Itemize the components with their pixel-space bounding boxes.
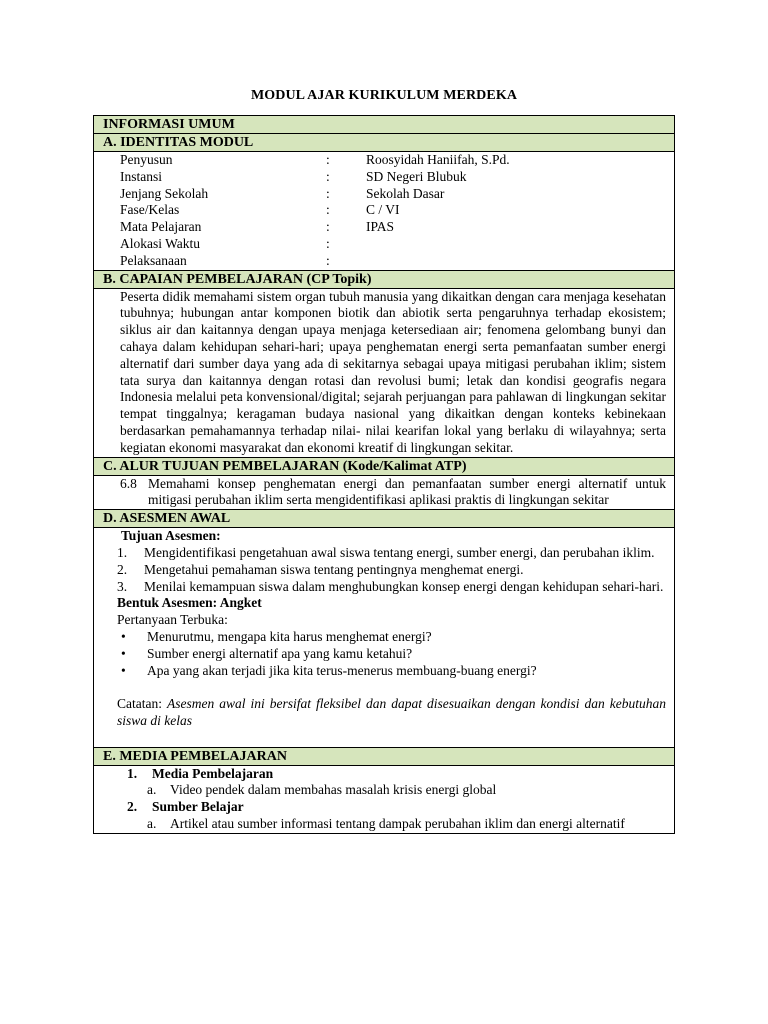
- identitas-value: IPAS: [366, 219, 395, 235]
- identitas-label: Penyusun: [120, 152, 173, 167]
- identitas-row: [120, 236, 674, 253]
- section-header-atp: C. ALUR TUJUAN PEMBELAJARAN (Kode/Kalimat ATP): [94, 457, 674, 475]
- list-item: [117, 579, 666, 596]
- bullet-icon: •: [121, 645, 126, 661]
- subitem-text: Video pendek dalam membahas masalah krisis energi global: [170, 782, 497, 798]
- list-number: 1.: [117, 544, 128, 560]
- catatan-text: Asesmen awal ini bersifat fleksibel dan dapat disesuaikan dengan kondisi dan kebutuhan siswa di kelas: [117, 696, 667, 728]
- section-header-informasi-umum: INFORMASI UMUM: [94, 116, 674, 133]
- identitas-value: SD Negeri Blubuk: [366, 168, 467, 184]
- media-label: Sumber Belajar: [152, 799, 244, 815]
- atp-block: [94, 475, 674, 510]
- media-subitem: [127, 782, 666, 799]
- identitas-label: Pelaksanaan: [120, 252, 187, 268]
- atp-text: Memahami konsep penghematan energi dan pemanfaatan sumber energi alternatif untuk mitigasi perubahan iklim serta mengidentifikasi aplikasi praktis di lingkungan sekitar: [148, 475, 666, 508]
- bullet-icon: •: [121, 662, 126, 678]
- identitas-value: [366, 253, 674, 270]
- list-item: [117, 545, 666, 562]
- subitem-letter: a.: [147, 815, 157, 831]
- identitas-colon: :: [326, 252, 330, 268]
- media-label: Media Pembelajaran: [152, 765, 274, 781]
- identitas-colon: :: [326, 202, 330, 218]
- identitas-value: C / VI: [366, 202, 400, 218]
- list-text: Mengidentifikasi pengetahuan awal siswa tentang energi, sumber energi, dan perubahan iklim.: [144, 544, 655, 560]
- identitas-row: [120, 169, 674, 186]
- identitas-colon: :: [326, 219, 330, 235]
- catatan-label: Catatan:: [117, 696, 162, 712]
- list-item: [117, 629, 666, 646]
- section-header-capaian: B. CAPAIAN PEMBELAJARAN (CP Topik): [94, 270, 674, 288]
- asesmen-block: [94, 527, 674, 746]
- list-item: [117, 663, 666, 680]
- list-text: Sumber energi alternatif apa yang kamu ketahui?: [147, 645, 413, 661]
- media-number: 2.: [127, 799, 138, 815]
- identitas-value: Sekolah Dasar: [366, 185, 445, 201]
- identitas-row: [120, 186, 674, 203]
- tujuan-asesmen-label: Tujuan Asesmen:: [121, 528, 221, 544]
- media-subitem: [127, 816, 666, 833]
- subitem-text: Artikel atau sumber informasi tentang dampak perubahan iklim dan energi alternatif: [170, 815, 625, 831]
- list-number: 2.: [117, 561, 128, 577]
- identitas-label: Alokasi Waktu: [120, 235, 201, 251]
- media-item: [127, 799, 666, 816]
- identitas-list: [94, 151, 674, 270]
- list-item: [117, 562, 666, 579]
- identitas-label: Jenjang Sekolah: [120, 185, 209, 201]
- identitas-label: Fase/Kelas: [120, 202, 180, 218]
- section-header-asesmen: D. ASESMEN AWAL: [94, 509, 674, 527]
- list-text: Mengetahui pemahaman siswa tentang pentingnya menghemat energi.: [144, 561, 524, 577]
- identitas-colon: :: [326, 185, 330, 201]
- atp-item: [120, 476, 666, 510]
- identitas-colon: :: [326, 152, 330, 167]
- document-title: MODUL AJAR KURIKULUM MERDEKA: [250, 88, 518, 103]
- identitas-row: [120, 219, 674, 236]
- identitas-label: Instansi: [120, 168, 162, 184]
- section-header-identitas: A. IDENTITAS MODUL: [94, 133, 674, 151]
- atp-code: 6.8: [120, 475, 137, 491]
- list-item: [117, 646, 666, 663]
- pertanyaan-list: [117, 629, 666, 679]
- identitas-value: Roosyidah Haniifah, S.Pd.: [366, 152, 510, 167]
- identitas-label: Mata Pelajaran: [120, 219, 202, 235]
- list-number: 3.: [117, 578, 128, 594]
- subitem-letter: a.: [147, 782, 157, 798]
- pertanyaan-label: Pertanyaan Terbuka:: [117, 612, 228, 628]
- section-header-media: E. MEDIA PEMBELAJARAN: [94, 747, 674, 765]
- media-block: [94, 765, 674, 833]
- catatan: [117, 696, 666, 730]
- identitas-colon: :: [326, 235, 330, 251]
- list-text: Menilai kemampuan siswa dalam menghubungkan konsep energi dengan kehidupan sehari-hari.: [144, 578, 664, 594]
- identitas-colon: :: [326, 168, 330, 184]
- list-text: Menurutmu, mengapa kita harus menghemat energi?: [147, 628, 432, 644]
- module-table: [93, 115, 675, 834]
- bentuk-asesmen-label: Bentuk Asesmen: Angket: [117, 595, 262, 611]
- list-text: Apa yang akan terjadi jika kita terus-menerus membuang-buang energi?: [147, 662, 537, 678]
- media-number: 1.: [127, 765, 138, 781]
- capaian-text: Peserta didik memahami sistem organ tubuh manusia yang dikaitkan dengan cara menjaga kesehatan tubuhnya; hubungan antar komponen biotik dan abiotik serta pengaruhnya terhadap ekosistem; siklus air dan kaitannya dengan upaya menjaga ketersediaan air; fenomena gelombang bunyi dan cahaya dalam kehidupan sehari-hari; upaya penghematan energi serta pemanfaatan sumber energi alternatif dari sumber daya yang ada di sekitarnya sebagai upaya mitigasi perubahan iklim; sistem tata surya dan kaitannya dengan rotasi dan revolusi bumi; letak dan kondisi geografis negara Indonesia melalui peta konvensional/digital; sejarah perjuangan para pahlawan di lingkungan sekitar tempat tinggalnya; keragaman budaya nasional yang dikaitkan dengan konteks kebinekaan berdasarkan pemahamannya terhadap nilai- nilai kearifan lokal yang berlaku di wilayahnya; serta kegiatan ekonomi masyarakat dan ekonomi kreatif di lingkungan sekitar.: [94, 288, 674, 457]
- identitas-row: [120, 152, 674, 169]
- tujuan-list: [117, 545, 666, 595]
- identitas-row: [120, 253, 674, 270]
- identitas-row: [120, 202, 674, 219]
- media-item: [127, 766, 666, 783]
- bullet-icon: •: [121, 628, 126, 644]
- identitas-value: [366, 236, 674, 253]
